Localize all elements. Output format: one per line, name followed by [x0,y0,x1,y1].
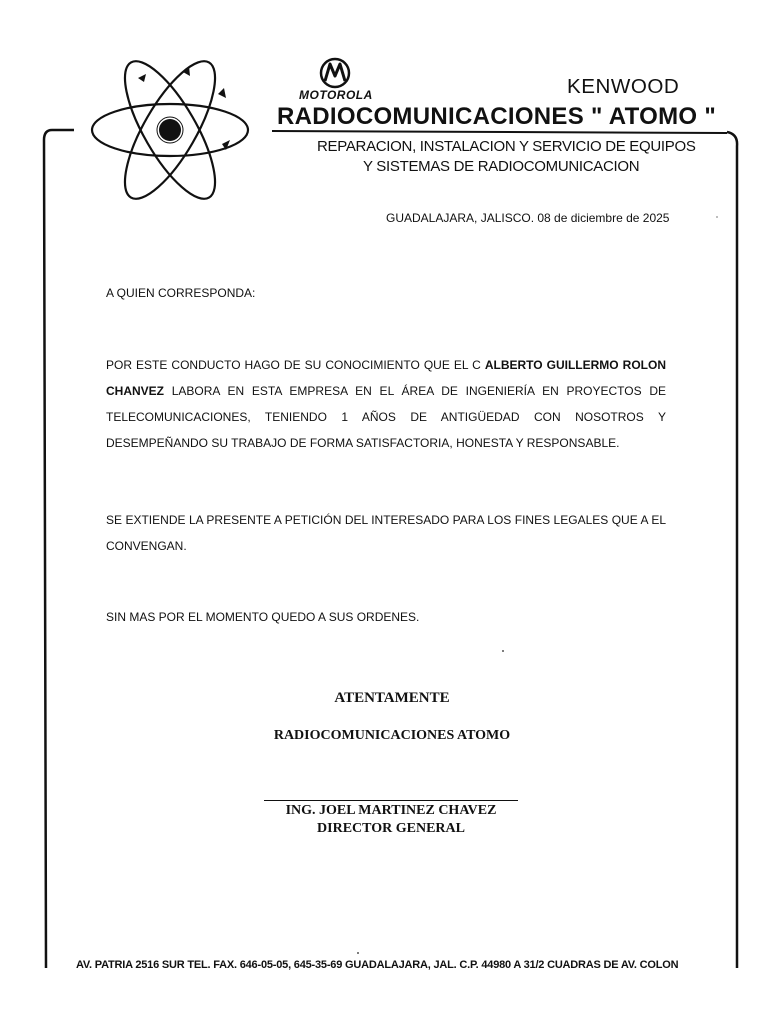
motorola-logo-icon [318,56,352,90]
scan-speck [502,650,504,652]
employee-name: ALBERTO GUILLERMO ROLON CHANVEZ [106,358,666,398]
tagline-line-1: REPARACION, INSTALACION Y SERVICIO DE EQUIPOS [317,138,696,155]
closing-company: RADIOCOMUNICACIONES ATOMO [273,728,511,743]
salutation: A QUIEN CORRESPONDA: [106,286,256,300]
scan-speck [716,216,718,218]
date-line: GUADALAJARA, JALISCO. 08 de diciembre de 2025 [386,211,670,225]
footer-address: AV. PATRIA 2516 SUR TEL. FAX. 646-05-05, 645-35-69 GUADALAJARA, JAL. C.P. 44980 A 31/2 CUADRAS DE AV. COLON [76,959,679,971]
tagline-line-2: Y SISTEMAS DE RADIOCOMUNICACION [363,158,640,175]
motorola-wordmark: MOTOROLA [299,88,373,102]
signature-line [264,800,518,801]
kenwood-wordmark: KENWOOD [567,76,680,98]
paragraph-text: POR ESTE CONDUCTO HAGO DE SU CONOCIMIENTO QUE EL C [106,358,485,372]
paragraph-text: LABORA EN ESTA EMPRESA EN EL ÁREA DE INGENIERÍA EN PROYECTOS DE TELECOMUNICACIONES, TENIENDO 1 AÑOS DE ANTIGÜEDAD CON NOSOTROS Y DESEMPEÑANDO SU TRABAJO DE FORMA SATISFACTORIA, HONESTA Y RESPONSABLE. [106,384,666,450]
atom-logo [86,50,254,210]
closing-text: ATENTAMENTE [334,690,450,706]
company-name: RADIOCOMUNICACIONES " ATOMO " [277,103,717,130]
signer-title: DIRECTOR GENERAL [317,821,465,836]
paragraph-closing: SIN MAS POR EL MOMENTO QUEDO A SUS ORDENES. [106,610,420,624]
scan-speck [357,952,359,954]
paragraph-purpose: SE EXTIENDE LA PRESENTE A PETICIÓN DEL INTERESADO PARA LOS FINES LEGALES QUE A EL CONVENGAN. [106,513,666,553]
paragraph-employment [106,352,666,456]
signer-name: ING. JOEL MARTINEZ CHAVEZ [285,803,497,818]
